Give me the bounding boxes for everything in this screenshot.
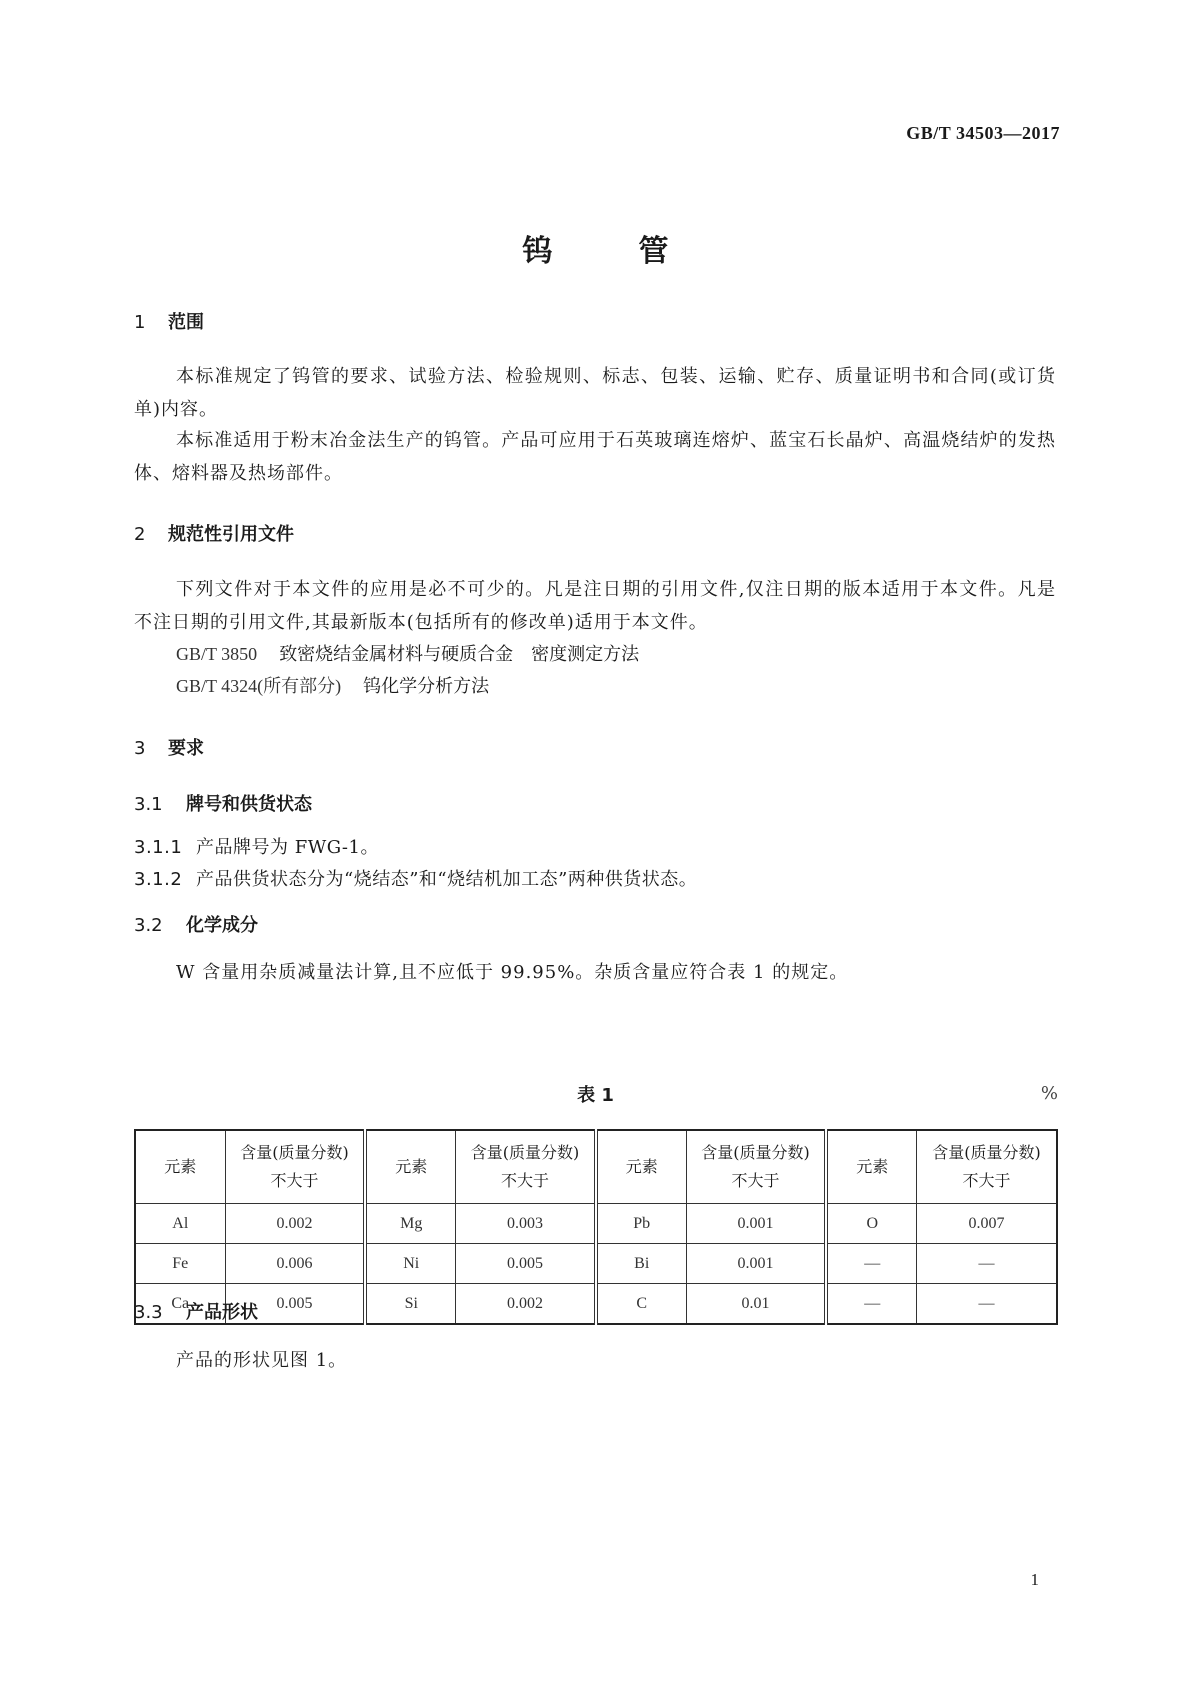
header-element: 元素 <box>596 1130 686 1204</box>
clause-text: 产品牌号为 FWG-1。 <box>196 837 379 858</box>
table-caption: 表 1 <box>577 1085 614 1106</box>
reference-title: 钨化学分析方法 <box>363 676 490 697</box>
table-row <box>135 1284 1057 1325</box>
section-1-heading <box>134 308 204 334</box>
content-cell: 0.001 <box>686 1204 826 1244</box>
title-char-1: 钨 <box>522 234 553 269</box>
header-element: 元素 <box>826 1130 916 1204</box>
element-cell: Ni <box>365 1244 455 1284</box>
header-element: 元素 <box>135 1130 225 1204</box>
element-cell: — <box>826 1284 916 1325</box>
table-row <box>135 1244 1057 1284</box>
scope-paragraph-1: 本标准规定了钨管的要求、试验方法、检验规则、标志、包装、运输、贮存、质量证明书和合同(或订货单)内容。 <box>134 366 1056 420</box>
content-cell: 0.005 <box>225 1284 365 1325</box>
section-2-heading <box>134 520 294 546</box>
section-number: 3 <box>134 738 146 759</box>
element-cell: Fe <box>135 1244 225 1284</box>
reference-item <box>176 640 639 666</box>
table-header-row <box>135 1130 1057 1204</box>
section-3-3-heading <box>134 1298 258 1324</box>
header-content: 含量(质量分数) 不大于 <box>456 1130 596 1204</box>
content-cell: 0.01 <box>686 1284 826 1325</box>
section-title: 产品形状 <box>186 1302 258 1323</box>
section-title: 牌号和供货状态 <box>186 794 312 815</box>
content-cell: 0.005 <box>456 1244 596 1284</box>
section-number: 3.1 <box>134 794 163 815</box>
normative-references-paragraph: 下列文件对于本文件的应用是必不可少的。凡是注日期的引用文件,仅注日期的版本适用于本文件。凡是不注日期的引用文件,其最新版本(包括所有的修改单)适用于本文件。 <box>134 579 1056 633</box>
clause-3-1-2 <box>134 865 697 891</box>
section-title: 范围 <box>168 312 204 333</box>
content-cell: 0.001 <box>686 1244 826 1284</box>
content-cell: 0.006 <box>225 1244 365 1284</box>
clause-3-1-1 <box>134 833 379 859</box>
document-title <box>0 226 1191 270</box>
reference-title: 致密烧结金属材料与硬质合金 密度测定方法 <box>279 644 640 665</box>
content-cell: — <box>917 1284 1058 1325</box>
element-cell: Al <box>135 1204 225 1244</box>
element-cell: Si <box>365 1284 455 1325</box>
content-cell: — <box>917 1244 1058 1284</box>
header-content: 含量(质量分数) 不大于 <box>917 1130 1058 1204</box>
content-cell: 0.003 <box>456 1204 596 1244</box>
clause-number: 3.1.2 <box>134 869 183 890</box>
impurity-table <box>134 1129 1058 1325</box>
section-3-heading <box>134 734 204 760</box>
element-cell: C <box>596 1284 686 1325</box>
header-content: 含量(质量分数) 不大于 <box>225 1130 365 1204</box>
section-number: 3.2 <box>134 915 163 936</box>
element-cell: Ca <box>135 1284 225 1325</box>
element-cell: Pb <box>596 1204 686 1244</box>
clause-text: 产品供货状态分为“烧结态”和“烧结机加工态”两种供货状态。 <box>196 869 698 890</box>
section-number: 1 <box>134 312 146 333</box>
section-title: 规范性引用文件 <box>168 524 294 545</box>
section-3-2-heading <box>134 911 258 937</box>
standard-code: GB/T 34503—2017 <box>906 123 1060 143</box>
title-char-2: 管 <box>638 234 669 269</box>
scope-paragraph-2: 本标准适用于粉末冶金法生产的钨管。产品可应用于石英玻璃连熔炉、蓝宝石长晶炉、高温烧结炉的发热体、熔料器及热场部件。 <box>134 430 1056 484</box>
reference-code: GB/T 3850 <box>176 644 258 664</box>
element-cell: Bi <box>596 1244 686 1284</box>
content-cell: 0.002 <box>225 1204 365 1244</box>
section-title: 化学成分 <box>186 915 258 936</box>
table-row <box>135 1204 1057 1244</box>
section-number: 3.3 <box>134 1302 163 1323</box>
content-cell: 0.002 <box>456 1284 596 1325</box>
reference-code: GB/T 4324(所有部分) <box>176 676 342 696</box>
element-cell: — <box>826 1244 916 1284</box>
reference-item <box>176 672 489 698</box>
header-element: 元素 <box>365 1130 455 1204</box>
clause-number: 3.1.1 <box>134 837 183 858</box>
header-content: 含量(质量分数) 不大于 <box>686 1130 826 1204</box>
product-shape-paragraph: 产品的形状见图 1。 <box>176 1350 348 1371</box>
page-number: 1 <box>1030 1570 1039 1589</box>
section-number: 2 <box>134 524 146 545</box>
section-3-1-heading <box>134 790 312 816</box>
content-cell: 0.007 <box>917 1204 1058 1244</box>
element-cell: Mg <box>365 1204 455 1244</box>
chemical-composition-paragraph: W 含量用杂质减量法计算,且不应低于 99.95%。杂质含量应符合表 1 的规定。 <box>176 962 849 983</box>
element-cell: O <box>826 1204 916 1244</box>
section-title: 要求 <box>168 738 204 759</box>
table-unit: % <box>1040 1083 1058 1104</box>
